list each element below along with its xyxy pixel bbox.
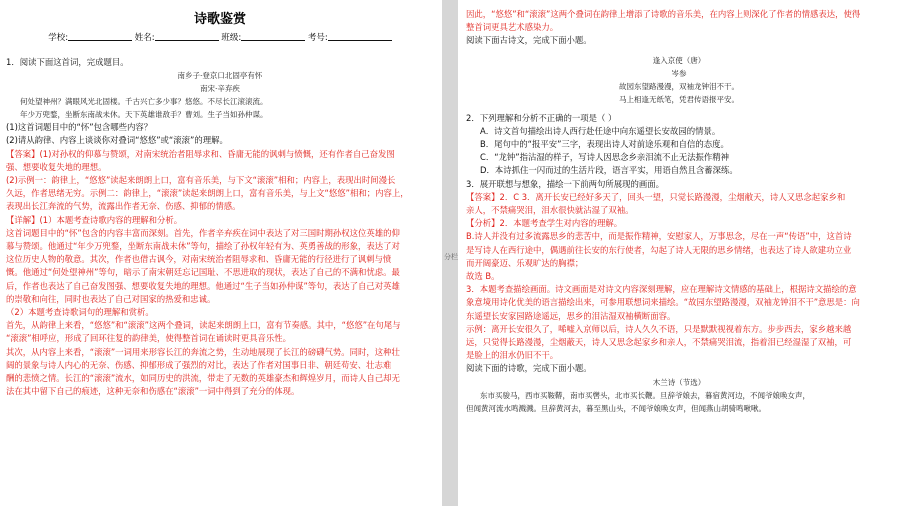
name-label: 姓名:: [134, 33, 155, 43]
analysis-line: 是写诗人在西行途中，偶遇前往长安的东行使者，勾起了诗人无限的思乡情绪，也表达了诗人欲建功立业: [466, 244, 852, 255]
document-page-left: [0, 0, 442, 506]
analysis-line: 【分析】2．本题考查学生对内容的理解。: [466, 218, 623, 229]
option-a: A．诗文首句描绘出诗人西行赴任途中向东遥望长安故园的情景。: [480, 125, 721, 136]
column-break-marker: 分栏: [444, 253, 458, 261]
poem1-line: 年少万兜鍪，坐断东南战未休。天下英雄谁敌手？曹刘。生子当如孙仲谋。: [20, 110, 268, 120]
answer-line: 强、想要收复失地的理想。: [6, 161, 107, 172]
answer2-line: 【答案】2．C 3．离开长安已经好多天了，回头一望，只觉长路漫漫，尘烟敝天，诗人又思念起家乡和: [466, 191, 846, 202]
detail-line: 阔的景象与诗人内心的无奈、伤感、抑郁形成了强烈的对比，表达了作者对国事日非、朝廷苟安、壮志难: [6, 359, 392, 370]
detail-line: 后，作者也表达了自己奋发图强、想要收复失地的理想。他通过“生子当如孙仲谋”等句，表达了自己对英雄: [6, 280, 400, 291]
student-info-row: [6, 30, 434, 46]
poem2-line: 故园东望路漫漫，双袖龙钟泪不干。: [619, 81, 739, 91]
detail-line: 慨。他通过“何处望神州”等句，暗示了南宋朝廷忘记国耻、不思进取的现状，表达了自己的不满和忧虑。最: [6, 267, 400, 278]
detail-line: 这位历史人物的敬意。其次，作者也借古讽今，对南宋统治者阻辱求和、昏庸无能的行径进行了讽刺与愤: [6, 254, 392, 265]
continued-answer-line: 因此，“悠悠”和“滚滚”这两个叠词在韵律上增添了诗歌的音乐美，在内容上则深化了作者的情感表达，使得: [466, 9, 861, 19]
sub-question-2: (2)请从韵律、内容上谈谈你对叠词“悠悠”或“滚滚”的理解。: [6, 135, 228, 146]
answer-line: (2)示例一：韵律上，“悠悠”读起来朗朗上口，富有音乐美，与下文“滚滚”相和；内容上，表现出时间漫长: [6, 175, 396, 186]
poem3-line: 东市买骏马，西市买鞍鞯，南市买辔头，北市买长鞭。旦辞爷娘去，暮宿黄河边，不闻爷娘唤女声，: [480, 390, 810, 400]
read-instruction-2: 阅读下面的诗歌，完成下面小题。: [466, 363, 592, 374]
question-2: 2．下列理解和分析不正确的一项是（ ）: [466, 112, 617, 123]
answer-line: 久远，作者思绪无穷。示例二：韵律上，“滚滚”读起来朗朗上口，富有音乐美，与上文“悠悠”相和；内容上，: [6, 188, 409, 199]
option-c: C．“龙钟”指沾湿的样子，写诗人因思念乡亲泪流不止无法振作精神: [480, 152, 730, 163]
detail-line: 首先，从韵律上来看，“悠悠”和“滚滚”这两个叠词，读起来朗朗上口，富有节奏感。其中，“悠悠”在句尾与: [6, 320, 401, 331]
detail-line: 其次，从内容上来看，“滚滚”一词用来形容长江的奔流之势，生动地展现了长江的磅礴气势。同时，这种壮: [6, 346, 400, 357]
analysis-line: 是脸上的泪水仍旧不干。: [466, 350, 559, 361]
poem3-line: 但闻黄河流水鸣溅溅。旦辞黄河去，暮至黑山头，不闻爷娘唤女声，但闻燕山胡骑鸣啾啾。: [466, 403, 766, 413]
detail-line: 酬的悲愤之情。长江的“滚滚”流水，如同历史的洪流，带走了无数的英雄豪杰和辉煌岁月，而诗人自己却无: [6, 373, 400, 384]
answer2-line: 亲人，不禁痛哭泪，泪水很快就沾湿了双袖。: [466, 205, 634, 216]
detail-line: 法在其中留下自己的痕迹，这种无奈和伤感在“滚滚”一词中得到了充分的体现。: [6, 386, 300, 397]
page-title: 诗歌鉴赏: [193, 12, 246, 27]
sub-question-1: (1)这首词题目中的“怀”包含哪些内容？: [6, 122, 153, 133]
question-1: 1．阅读下面这首词，完成题目。: [6, 57, 129, 67]
school-label: 学校:: [48, 33, 69, 43]
analysis-line: 而开阔豪迈、乐观旷达的胸襟；: [466, 257, 584, 268]
school-blank[interactable]: [68, 31, 132, 41]
detail-line: 这首词题目中的“怀”包含的内容丰富而深刻。首先，作者辛弃疾在词中表达了对三国时期孙权这位英雄的仰: [6, 227, 400, 238]
poem2-line: 马上相逢无纸笔，凭君传语报平安。: [619, 94, 739, 104]
option-b: B．尾句中的“报平安”三字，表现出诗人对前途乐观和自信的态度。: [480, 139, 729, 150]
question-3: 3．展开联想与想象，描绘一下前两句所展现的画面。: [466, 178, 664, 189]
poem2-author: 岑参: [671, 68, 687, 78]
analysis-line: 3．本题考查描绘画面。诗文画面是对诗文内容深刻理解，应在理解诗文情感的基础上，根据诗文描绘的意: [466, 284, 857, 295]
analysis-line: 远，只觉得长路漫漫，尘烟蔽天，诗人又思念起家乡和亲人，不禁痛哭泪流，指着泪已经湿湿了双袖，可: [466, 337, 852, 348]
document-page-right: [458, 0, 900, 506]
answer-line: 【答案】(1)对孙权的仰慕与赞颂，对南宋统治者阻辱求和、昏庸无能的讽刺与愤慨，还有作者自己奋发图: [6, 148, 395, 159]
analysis-line: 示例：离开长安很久了，唏嘘入京师以后，诗人久久不语，只是默默视视着东方。步步西去，家乡越来越: [466, 323, 852, 334]
analysis-line: 故选 B。: [466, 271, 500, 282]
option-d: D．本诗抓住一闪而过的生活片段，语言平实，用语自然且含蓄深练。: [480, 165, 738, 176]
class-blank[interactable]: [241, 31, 305, 41]
detail-line: （2）本题考查诗歌词句的理解和赏析。: [6, 307, 154, 318]
number-blank[interactable]: [328, 31, 392, 41]
poem2-title: 逢入京使（唐）: [652, 55, 706, 65]
analysis-line: 象意境用诗化优美的语言描绘出来，可参用联想词来描绘。“故园东望路漫漫，双袖龙钟泪不干”意思是：向: [466, 297, 860, 308]
read-instruction: 阅读下面古诗文，完成下面小题。: [466, 35, 592, 46]
poem1-title: 南乡子·登京口北固亭有怀: [177, 71, 263, 81]
poem1-author: 南宋·辛弃疾: [200, 84, 240, 94]
poem1-line: 何处望神州？满眼风光北固楼。千古兴亡多少事？悠悠。不尽长江滚滚流。: [20, 97, 268, 107]
detail-line: 慕与赞颂。他通过“年少万兜鍪，坐断东南战未休”等句，描绘了孙权年轻有为、英勇善战的形象，表达了对: [6, 241, 400, 252]
detail-line: 的崇敬和向往，同时也表达了自己对国家的热爱和忠诚。: [6, 293, 216, 304]
analysis-line: B.诗人并没有过多流露思乡的悲苦中，而是振作精神，安慰家人，万事思念，尽在一声“传语”中，这首诗: [466, 231, 852, 242]
continued-answer-line: 整首词更具艺术感染力。: [466, 22, 559, 33]
detail-line: “滚滚”相呼应，形成了回环往复的韵律美，使得整首词在诵读时更具音乐性。: [6, 333, 292, 344]
name-blank[interactable]: [155, 31, 219, 41]
answer-line: 表现出长江奔流的气势，流露出作者无奈、伤感、抑郁的情感。: [6, 201, 241, 212]
class-label: 班级:: [221, 33, 242, 43]
poem3-title: 木兰诗（节选）: [652, 377, 706, 387]
analysis-line: 东遥望长安家园路途遥远，思乡的泪沾湿双袖横断面容。: [466, 310, 676, 321]
number-label: 考号:: [307, 33, 328, 43]
detail-line: 【详解】(1）本题考查诗歌内容的理解和分析。: [6, 214, 183, 225]
